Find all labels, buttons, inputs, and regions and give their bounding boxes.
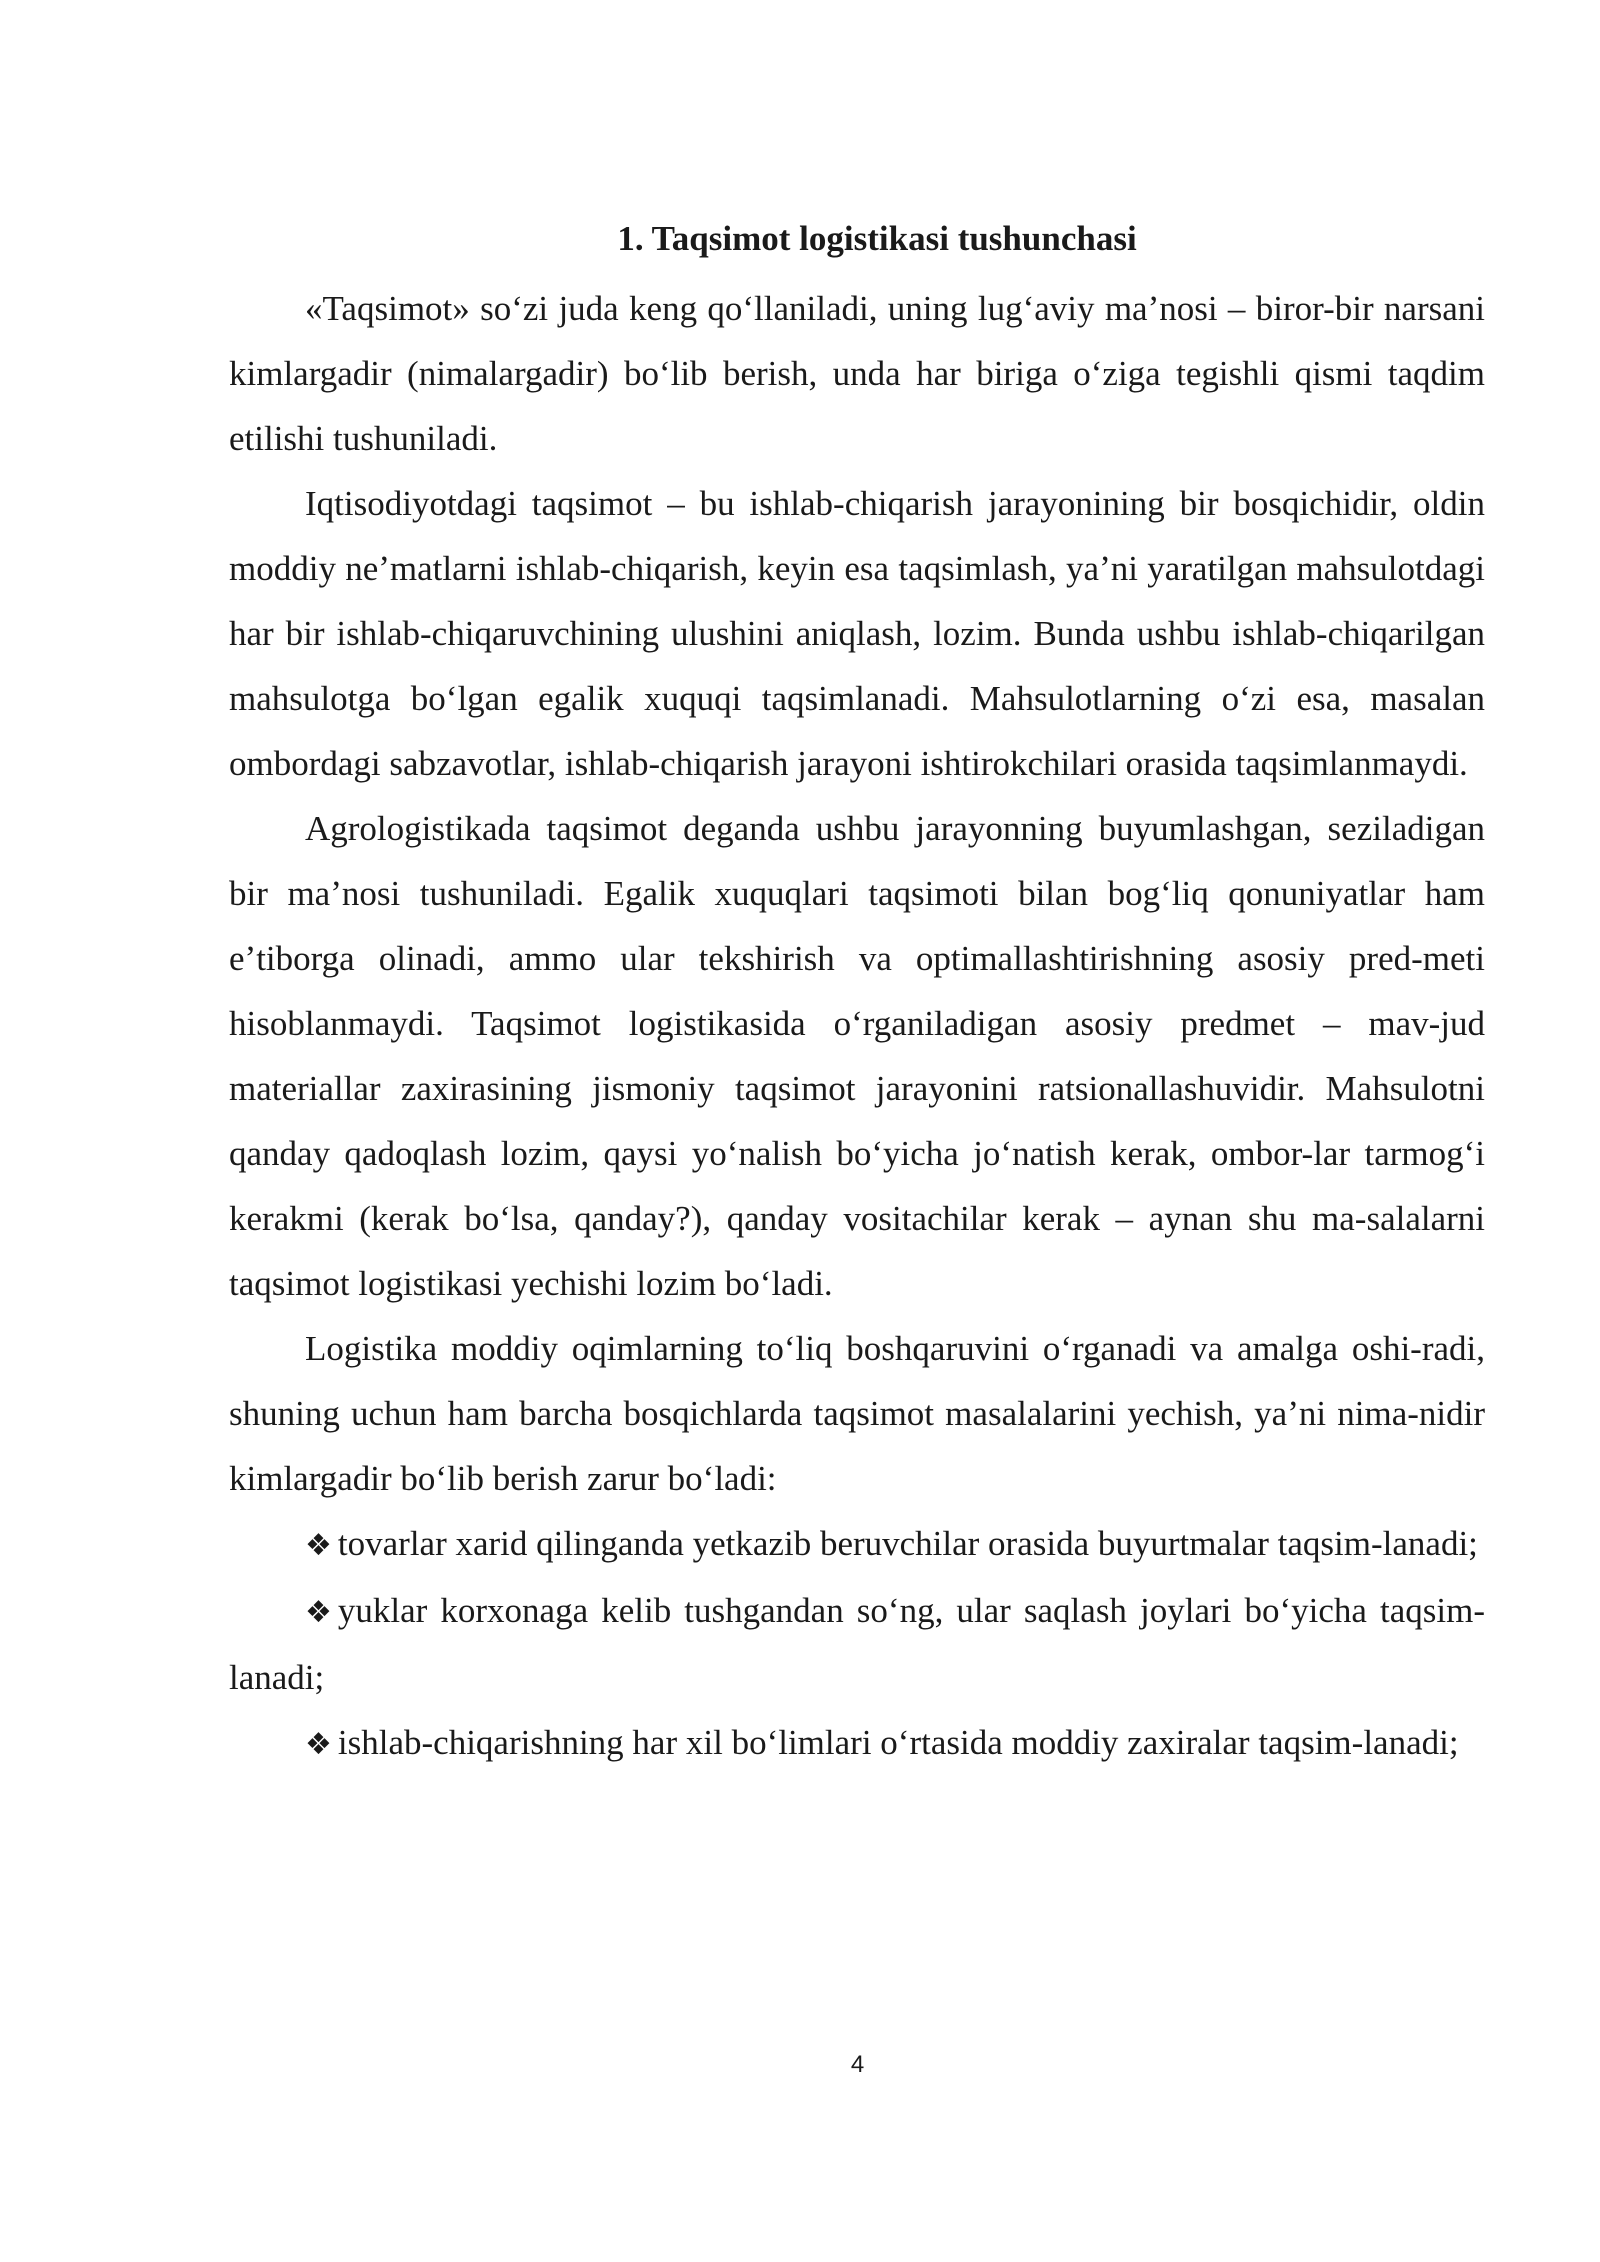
diamond-bullet-icon: ❖ — [305, 1528, 332, 1563]
paragraph-4: Logistika moddiy oqimlarning toʻliq boshqaruvini oʻrganadi va amalga oshi-radi, shuning uchun ham barcha bosqichlarda taqsimot masalalarini yechish, yaʼni nima-nidir kimlargadir boʻlib berish zarur boʻladi: — [229, 1329, 1485, 1498]
diamond-bullet-icon: ❖ — [305, 1727, 332, 1762]
paragraph-2: Iqtisodiyotdagi taqsimot – bu ishlab-chiqarish jarayonining bir bosqichidir, oldin moddiy neʼmatlarni ishlab-chiqarish, keyin esa taqsimlash, yaʼni yaratilgan mahsulotdagi har bir ishlab-chiqaruvchining ulushini aniqlash, lozim. Bunda ushbu ishlab-chiqarilgan mahsulotga boʻlgan egalik xuquqi taqsimlanadi. Mahsulotlarning oʻzi esa, masalan ombordagi sabzavotlar, ishlab-chiqarish jarayoni ishtirokchilari orasida taqsimlanmaydi. — [229, 484, 1485, 783]
diamond-bullet-icon: ❖ — [305, 1595, 332, 1630]
bullet-text: yuklar korxonaga kelib tushgandan soʻng, ular saqlash joylari boʻyicha taqsim-lanadi; — [229, 1591, 1485, 1697]
bullet-text: ishlab-chiqarishning har xil boʻlimlari oʻrtasida moddiy zaxiralar taqsim-lanadi; — [337, 1723, 1459, 1762]
page-number: 4 — [850, 2051, 865, 2078]
bullet-item-1 — [229, 1511, 1485, 1578]
bullet-item-2 — [229, 1578, 1485, 1710]
section-title: 1. Taqsimot logistikasi tushunchasi — [617, 219, 1137, 258]
paragraph-3: Agrologistikada taqsimot deganda ushbu jarayonning buyumlashgan, seziladigan bir maʼnosi tushuniladi. Egalik xuquqlari taqsimoti bilan bogʻliq qonuniyatlar ham eʼtiborga olinadi, ammo ular tekshirish va optimallashtirishning asosiy pred-meti hisoblanmaydi. Taqsimot logistikasida oʻrganiladigan asosiy predmet – mav-jud materiallar zaxirasining jismoniy taqsimot jarayonini ratsionallashuvidir. Mahsulotni qanday qadoqlash lozim, qaysi yoʻnalish boʻyicha joʻnatish kerak, ombor-lar tarmogʻi kerakmi (kerak boʻlsa, qanday?), qanday vositachilar kerak – aynan shu ma-salalarni taqsimot logistikasi yechishi lozim boʻladi. — [229, 809, 1485, 1303]
bullet-text: tovarlar xarid qilinganda yetkazib beruvchilar orasida buyurtmalar taqsim-lanadi; — [337, 1524, 1478, 1563]
paragraph-1: «Taqsimot» soʻzi juda keng qoʻllaniladi, uning lugʻaviy maʼnosi – biror-bir narsani kimlargadir (nimalargadir) boʻlib berish, unda har biriga oʻziga tegishli qismi taqdim etilishi tushuniladi. — [229, 289, 1485, 458]
document-page — [229, 212, 1485, 1777]
bullet-item-3 — [229, 1710, 1485, 1777]
